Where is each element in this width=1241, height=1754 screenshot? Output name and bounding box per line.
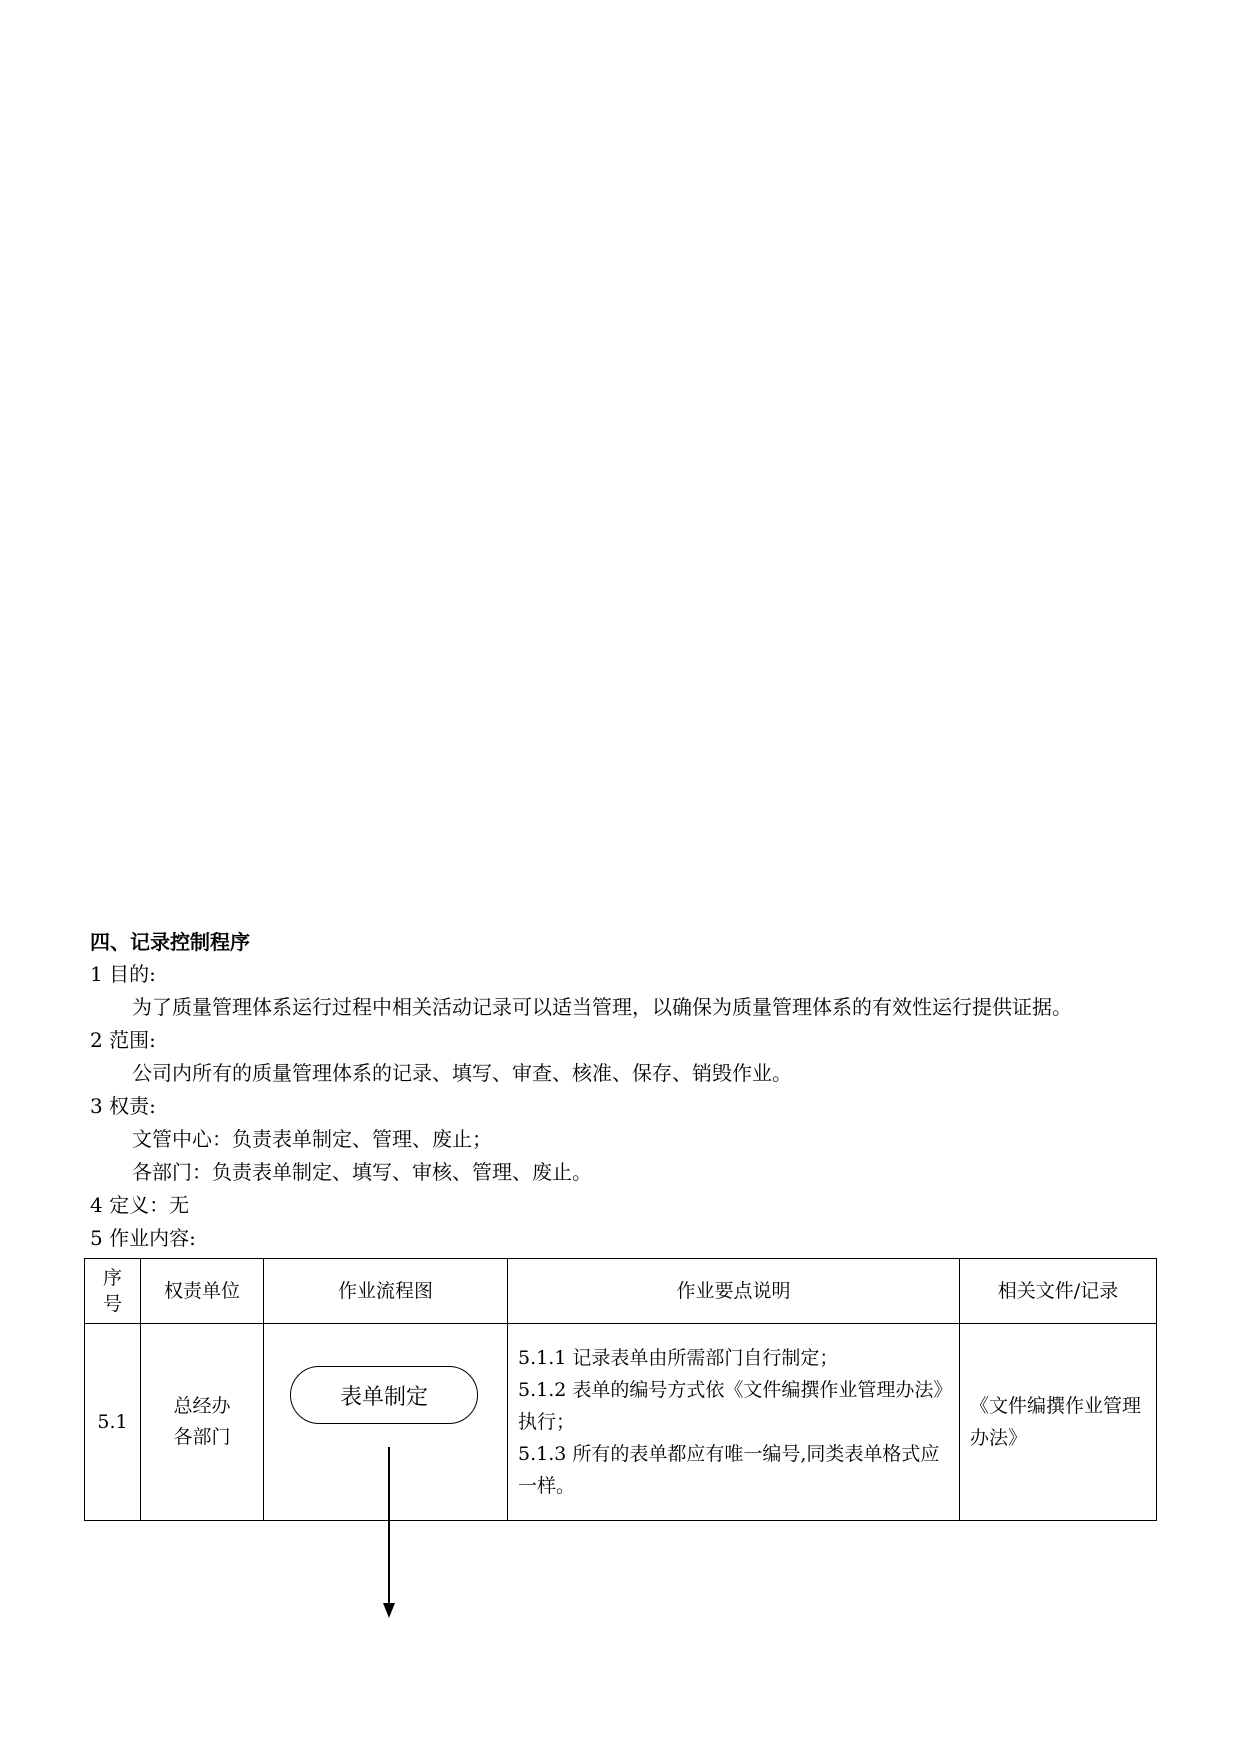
row-unit-line: 总经办: [173, 1395, 231, 1417]
header-seq-line: 号: [102, 1293, 122, 1315]
purpose-label: 1 目的:: [90, 962, 156, 986]
work-content-label: 5 作业内容:: [90, 1226, 196, 1250]
flow-step-label: 表单制定: [339, 1384, 428, 1410]
scope-text: 公司内所有的质量管理体系的记录、填写、审查、核准、保存、销毁作业。: [132, 1061, 792, 1085]
header-unit: 权责单位: [141, 1259, 264, 1324]
scope-label: 2 范围:: [90, 1028, 156, 1052]
point-item: 5.1.2 表单的编号方式依《文件编撰作业管理办法》执行；: [518, 1379, 943, 1433]
header-flow: 作业流程图: [264, 1259, 508, 1324]
header-points: 作业要点说明: [508, 1259, 960, 1324]
header-seq-line: 序: [102, 1267, 122, 1289]
point-item: 5.1.1 记录表单由所需部门自行制定；: [518, 1347, 839, 1369]
row-docs: 《文件编撰作业管理办法》: [960, 1324, 1157, 1521]
responsibility-item: 各部门：负责表单制定、填写、审核、管理、废止。: [132, 1160, 592, 1184]
definition-line: 4 定义：无: [90, 1193, 190, 1217]
row-seq: 5.1: [85, 1324, 141, 1521]
arrowhead-icon: [383, 1603, 395, 1618]
purpose-text: 为了质量管理体系运行过程中相关活动记录可以适当管理，以确保为质量管理体系的有效性运行提供证据。: [132, 995, 1072, 1019]
responsibility-item: 文管中心：负责表单制定、管理、废止；: [132, 1127, 492, 1151]
row-unit-line: 各部门: [173, 1426, 231, 1448]
section-title: 四、记录控制程序: [90, 930, 250, 954]
responsibility-label: 3 权责:: [90, 1094, 156, 1118]
header-docs: 相关文件/记录: [960, 1259, 1157, 1324]
point-item: 5.1.3 所有的表单都应有唯一编号,同类表单格式应一样。: [518, 1443, 940, 1497]
